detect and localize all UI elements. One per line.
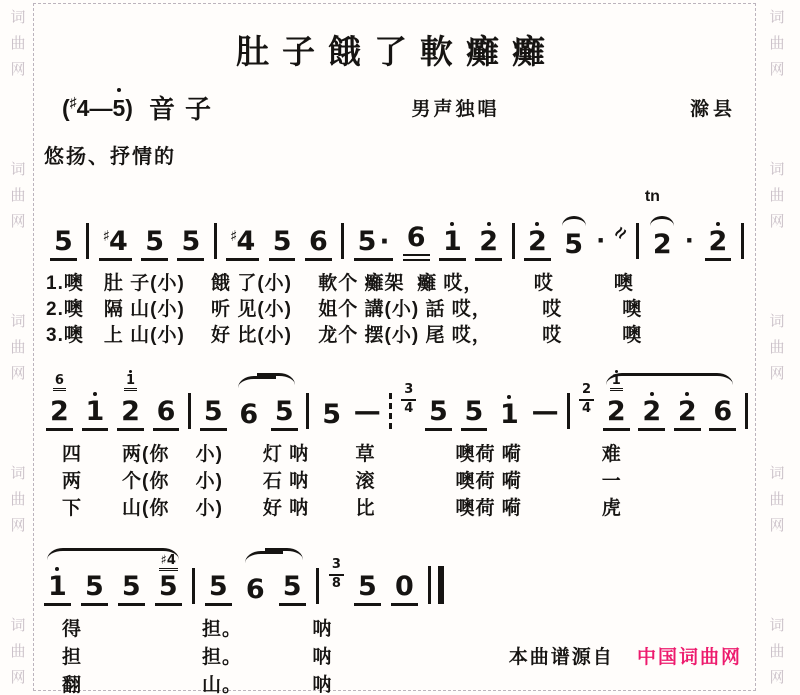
- watermark-char: 曲: [769, 643, 785, 660]
- watermark-group: [762, 314, 792, 381]
- time-denominator: 4: [404, 401, 414, 417]
- barline: [214, 223, 217, 259]
- note-digit: 6: [245, 574, 265, 605]
- lyrics-row: 下 山(你 小) 好 呐 比 噢荷 嗬 虎: [62, 498, 622, 519]
- barline: [306, 393, 309, 429]
- watermark-char: 词: [769, 313, 785, 330]
- note-body: [305, 228, 332, 261]
- jianpu-note: [153, 376, 180, 431]
- note-body: [496, 401, 523, 431]
- note-body: [205, 573, 232, 606]
- watermark-char: 词: [10, 465, 26, 482]
- jianpu-note: [46, 373, 73, 431]
- slur-mark: [265, 548, 303, 563]
- barline: [341, 223, 344, 259]
- watermark-char: 网: [10, 61, 26, 78]
- score-content: [44, 12, 750, 695]
- note-digit: 1: [500, 399, 519, 430]
- note-body: [391, 573, 418, 606]
- note-digit: 5: [428, 396, 448, 427]
- watermark-group: [3, 10, 33, 77]
- watermark-char: 曲: [10, 35, 26, 52]
- watermark-group: [762, 162, 792, 229]
- arc-mark: [562, 216, 586, 229]
- jianpu-note: [644, 188, 676, 261]
- jianpu-note: [354, 551, 381, 606]
- note-digit: 6: [308, 226, 328, 257]
- lyrics-row: 四 两(你 小) 灯 呐 草 噢荷 嗬 难: [62, 444, 622, 465]
- note-body: [524, 228, 551, 261]
- grace-digit: ♯4: [160, 553, 176, 568]
- jianpu-note: [269, 206, 296, 261]
- jianpu-note: [391, 551, 418, 606]
- jianpu-note: [177, 206, 204, 261]
- barline: [512, 223, 515, 259]
- watermark-char: 网: [769, 213, 785, 230]
- note-body: [354, 573, 381, 606]
- note-digit: 1: [48, 571, 67, 602]
- barline: [86, 223, 89, 259]
- lyrics-row: 2.噢 隔 山(小) 听 见(小) 姐个 講(小) 話 哎， 哎 噢: [46, 299, 643, 320]
- note-digit: 4: [108, 226, 128, 257]
- watermark-char: 词: [769, 617, 785, 634]
- brand-link[interactable]: 中国词曲网: [636, 647, 742, 668]
- note-digit: 5: [54, 226, 73, 257]
- tuning-mark: 音子: [148, 94, 221, 124]
- note-digit: 0: [394, 571, 414, 602]
- final-barline: [428, 566, 444, 604]
- key-signature: [62, 94, 133, 122]
- note-digit: 1: [443, 226, 462, 257]
- note-top-zone: [716, 206, 720, 228]
- trill-mark: tn: [644, 188, 660, 205]
- note-body: [271, 398, 298, 431]
- time-signature: [329, 558, 344, 592]
- key-open-paren: (: [62, 94, 70, 121]
- note-top-zone: [650, 209, 674, 231]
- ornament-squiggle: ≈: [608, 222, 634, 245]
- source-label: 本曲谱源自: [508, 647, 614, 668]
- note-body: [649, 231, 676, 261]
- watermark-char: 曲: [10, 643, 26, 660]
- watermark-char: 曲: [10, 339, 26, 356]
- note-body: [674, 398, 701, 431]
- note-body: [235, 401, 262, 431]
- jianpu-note: [226, 206, 259, 261]
- note-body: [153, 398, 180, 431]
- note-body: [439, 228, 466, 261]
- watermark-char: 词: [10, 9, 26, 26]
- augmentation-dot: ·: [685, 224, 696, 257]
- performance-type: 男声独唱: [411, 99, 500, 120]
- sharp-sign: ♯: [102, 227, 110, 245]
- lyrics-row: 翻 山。 呐: [62, 675, 333, 695]
- lyrics-row: 得 担。 呐: [62, 619, 333, 640]
- note-body: [318, 401, 345, 431]
- barline: [192, 568, 195, 604]
- note-body: [118, 573, 145, 606]
- note-top-zone: [53, 373, 66, 398]
- note-body: [99, 228, 132, 261]
- sustain-dash: —: [353, 396, 381, 427]
- jianpu-note: [318, 379, 345, 431]
- watermark-group: [762, 10, 792, 77]
- augmentation-dot: ·: [379, 227, 390, 257]
- note-digit: 2: [606, 396, 626, 427]
- dashed-barline: [389, 393, 392, 429]
- note-digit: 6: [156, 396, 176, 427]
- note-body: [279, 573, 306, 606]
- note-digit: 5: [203, 396, 223, 427]
- note-digit: 6: [713, 396, 733, 427]
- music-line-3: [44, 540, 444, 606]
- watermark-column-right: [762, 0, 792, 695]
- note-digit: 5: [274, 396, 294, 427]
- note-digit: 2: [50, 396, 69, 427]
- note-digit: 5: [322, 399, 341, 430]
- watermark-char: 网: [10, 213, 26, 230]
- note-body: [403, 224, 430, 261]
- time-denominator: 4: [582, 401, 592, 417]
- jianpu-note: [709, 376, 736, 431]
- time-signature: [579, 383, 594, 417]
- jianpu-note: [50, 206, 77, 261]
- jianpu-note: [200, 376, 227, 431]
- note-body: [82, 398, 109, 431]
- watermark-char: 词: [769, 161, 785, 178]
- watermark-group: [3, 162, 33, 229]
- time-numerator: 3: [401, 383, 416, 401]
- jianpu-note: [205, 551, 232, 606]
- note-digit: 6: [406, 222, 426, 253]
- watermark-char: 词: [10, 161, 26, 178]
- watermark-char: 网: [769, 61, 785, 78]
- watermark-char: 曲: [769, 339, 785, 356]
- note-digit: 5: [84, 571, 104, 602]
- lyrics-row: 担 担。 呐: [62, 647, 333, 668]
- note-top-zone: [124, 373, 137, 398]
- note-body: [81, 573, 108, 606]
- jianpu-note: [496, 379, 523, 431]
- note-digit: 2: [642, 396, 662, 427]
- watermark-group: [3, 618, 33, 685]
- note-body: [475, 228, 502, 261]
- note-digit: 2: [677, 396, 697, 427]
- time-signature: [401, 383, 416, 417]
- watermark-group: [3, 314, 33, 381]
- note-top-zone: [562, 209, 586, 231]
- lyrics-row: 3.噢 上 山(小) 好 比(小) 龙个 摆(小) 尾 哎， 哎 噢: [46, 325, 643, 346]
- note-digit: 5: [358, 571, 377, 602]
- note-digit: 5: [145, 226, 165, 257]
- jianpu-note: [560, 209, 587, 261]
- note-digit: 4: [236, 226, 256, 257]
- key-from-note: 4: [76, 94, 90, 121]
- note-digit: 2: [121, 396, 140, 427]
- note-digit: 5: [158, 571, 178, 602]
- note-body: [117, 398, 144, 431]
- sustain-dash: —: [531, 396, 559, 427]
- watermark-group: [762, 466, 792, 533]
- slur-mark: [695, 373, 733, 388]
- note-body: [200, 398, 227, 431]
- note-top-zone: [487, 206, 491, 228]
- note-body: [425, 398, 452, 431]
- jianpu-note: [271, 376, 298, 431]
- jianpu-note: [461, 376, 488, 431]
- time-numerator: 2: [579, 383, 594, 401]
- time-denominator: 8: [331, 576, 341, 592]
- jianpu-note: [82, 376, 109, 431]
- jianpu-note: [99, 206, 132, 261]
- barline: [567, 393, 570, 429]
- lyrics-verse-1: [44, 271, 750, 349]
- slur-mark: [257, 373, 295, 388]
- watermark-char: 网: [769, 517, 785, 534]
- note-body: [50, 228, 77, 261]
- barline: [741, 223, 744, 259]
- note-digit: 5: [208, 571, 228, 602]
- jianpu-note: [279, 551, 306, 606]
- jianpu-note: [155, 551, 182, 606]
- watermark-char: 曲: [769, 187, 785, 204]
- note-body: [226, 228, 259, 261]
- note-digit: 5: [564, 229, 584, 260]
- grace-digit: 1: [125, 373, 135, 388]
- watermark-column-left: [3, 0, 33, 695]
- note-digit: 1: [85, 396, 105, 427]
- jianpu-note: [475, 206, 502, 261]
- watermark-char: 网: [769, 365, 785, 382]
- note-body: [242, 576, 269, 606]
- note-body: [638, 398, 665, 431]
- note-digit: 5: [282, 571, 302, 602]
- note-digit: 5: [121, 571, 141, 602]
- watermark-char: 曲: [769, 35, 785, 52]
- note-digit: 2: [479, 226, 499, 257]
- watermark-char: 词: [769, 9, 785, 26]
- key-to-digit: 5: [112, 94, 126, 121]
- note-body: [155, 573, 182, 606]
- jianpu-note: [141, 206, 168, 261]
- watermark-group: [762, 618, 792, 685]
- music-line-2: [44, 365, 750, 431]
- jianpu-note: [524, 206, 551, 261]
- meta-row: [44, 89, 750, 126]
- note-body: [354, 228, 394, 261]
- note-body: [44, 573, 71, 606]
- note-body: [603, 398, 630, 431]
- jianpu-note: [705, 206, 732, 261]
- note-digit: 6: [239, 399, 259, 430]
- note-body: [709, 398, 736, 431]
- time-numerator: 3: [329, 558, 344, 576]
- arc-mark: [650, 216, 674, 229]
- note-body: [46, 398, 73, 431]
- watermark-char: 网: [10, 365, 26, 382]
- song-title: 肚子餓了軟癱癱: [236, 32, 558, 71]
- note-top-zone: [535, 206, 539, 228]
- note-top-zone: [93, 376, 97, 398]
- grace-note: [124, 370, 137, 391]
- barline: [745, 393, 748, 429]
- watermark-char: 网: [10, 669, 26, 686]
- note-top-zone: [507, 379, 511, 401]
- note-body: [705, 228, 732, 261]
- note-body: [461, 398, 488, 431]
- jianpu-note: [305, 206, 332, 261]
- note-digit: 5: [464, 396, 484, 427]
- watermark-char: 曲: [769, 491, 785, 508]
- jianpu-note: [117, 373, 144, 431]
- grace-digit: 6: [54, 373, 64, 388]
- note-body: [560, 231, 587, 261]
- source-credit: [509, 642, 742, 669]
- tempo-marking: 悠扬、抒情的: [44, 146, 176, 168]
- lyrics-verse-2: [44, 441, 750, 522]
- watermark-char: 曲: [10, 491, 26, 508]
- note-body: [269, 228, 296, 261]
- lyrics-row: 1.噢 肚 子(小) 餓 了(小) 軟个 癱架 癱 哎， 哎 噢: [46, 273, 634, 294]
- region-label: 滁县: [689, 99, 736, 120]
- key-to-note: [112, 95, 125, 122]
- sharp-sign: ♯: [69, 93, 77, 110]
- jianpu-note: [403, 202, 430, 261]
- jianpu-note: [439, 206, 466, 261]
- lyrics-row: 两 个(你 小) 石 呐 滚 噢荷 嗬 一: [62, 471, 622, 492]
- note-digit: 2: [527, 226, 547, 257]
- watermark-char: 网: [769, 669, 785, 686]
- watermark-group: [3, 466, 33, 533]
- barline: [636, 223, 639, 259]
- key-close-paren: ): [125, 94, 133, 121]
- watermark-char: 曲: [10, 187, 26, 204]
- key-dash: —: [89, 94, 113, 121]
- octave-dot: [117, 88, 121, 92]
- watermark-char: 词: [10, 617, 26, 634]
- sharp-sign: ♯: [230, 227, 238, 245]
- note-digit: 5: [272, 226, 292, 257]
- jianpu-note: [425, 376, 452, 431]
- note-digit: 5: [181, 226, 201, 257]
- music-line-1: [44, 188, 750, 261]
- note-body: [141, 228, 168, 261]
- grace-digit: 1: [611, 373, 621, 388]
- watermark-char: 词: [10, 313, 26, 330]
- jianpu-note: [354, 206, 394, 261]
- watermark-char: 网: [10, 517, 26, 534]
- note-digit: 2: [652, 229, 672, 260]
- note-digit: 5: [357, 226, 377, 257]
- note-body: [177, 228, 204, 261]
- watermark-char: 词: [769, 465, 785, 482]
- slur-mark: [141, 548, 179, 563]
- barline: [188, 393, 191, 429]
- note-digit: 2: [708, 226, 728, 257]
- note-top-zone: [450, 206, 454, 228]
- augmentation-dot: ·: [596, 224, 607, 257]
- grace-note: [53, 374, 66, 391]
- barline: [316, 568, 319, 604]
